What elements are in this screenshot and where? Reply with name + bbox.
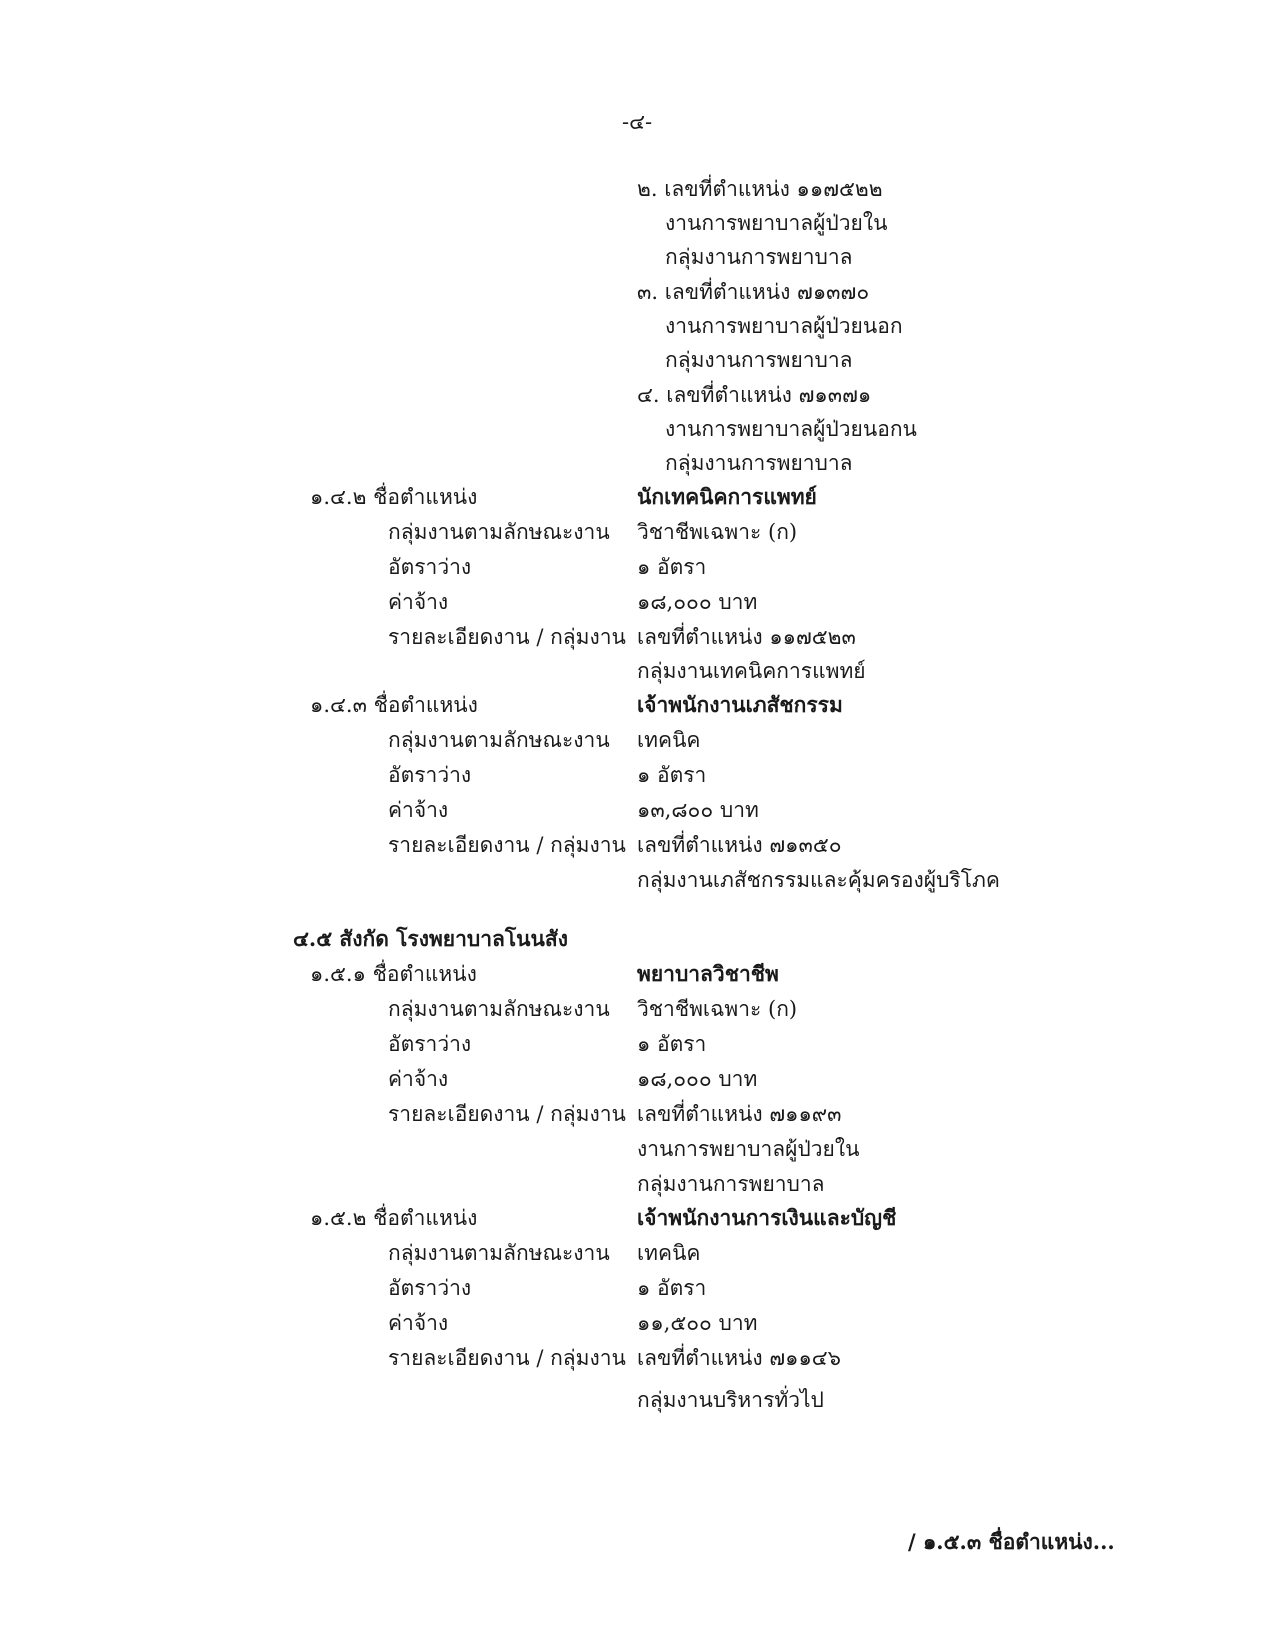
details-line: เลขที่ตำแหน่ง ๗๑๑๔๖ — [637, 1346, 842, 1370]
page-number: -๔- — [622, 110, 653, 134]
position-code-label: ๑.๔.๓ ชื่อตำแหน่ง — [310, 693, 478, 717]
wage-value: ๑๘,๐๐๐ บาท — [637, 590, 758, 614]
details-line: เลขที่ตำแหน่ง ๑๑๗๕๒๓ — [637, 625, 856, 649]
details-label: รายละเอียดงาน / กลุ่มงาน — [388, 625, 626, 649]
vacancy-value: ๑ อัตรา — [637, 763, 707, 787]
wage-value: ๑๘,๐๐๐ บาท — [637, 1067, 758, 1091]
position-code-label: ๑.๔.๒ ชื่อตำแหน่ง — [310, 485, 478, 509]
details-line: กลุ่มงานเภสัชกรรมและคุ้มครองผู้บริโภค — [637, 868, 1000, 892]
job-group-value: วิชาชีพเฉพาะ (ก) — [637, 997, 798, 1021]
list-item: ๔. เลขที่ตำแหน่ง ๗๑๓๗๑ — [637, 383, 872, 407]
details-label: รายละเอียดงาน / กลุ่มงาน — [388, 833, 626, 857]
position-code-label: ๑.๕.๑ ชื่อตำแหน่ง — [310, 962, 477, 986]
details-label: รายละเอียดงาน / กลุ่มงาน — [388, 1102, 626, 1126]
job-group-value: เทคนิค — [637, 1241, 701, 1265]
job-group-label: กลุ่มงานตามลักษณะงาน — [388, 728, 610, 752]
list-item-line: งานการพยาบาลผู้ป่วยนอก — [665, 314, 903, 338]
details-line: เลขที่ตำแหน่ง ๗๑๑๙๓ — [637, 1102, 842, 1126]
details-line: งานการพยาบาลผู้ป่วยใน — [637, 1137, 860, 1161]
position-title: เจ้าพนักงานการเงินและบัญชี — [637, 1205, 897, 1230]
wage-label: ค่าจ้าง — [388, 798, 449, 822]
vacancy-value: ๑ อัตรา — [637, 1276, 707, 1300]
list-item-line: กลุ่มงานการพยาบาล — [665, 348, 853, 372]
vacancy-value: ๑ อัตรา — [637, 1032, 707, 1056]
job-group-label: กลุ่มงานตามลักษณะงาน — [388, 997, 610, 1021]
details-line: เลขที่ตำแหน่ง ๗๑๓๕๐ — [637, 833, 842, 857]
vacancy-value: ๑ อัตรา — [637, 555, 707, 579]
section-heading: ๔.๕ สังกัด โรงพยาบาลโนนสัง — [293, 926, 568, 951]
wage-value: ๑๓,๘๐๐ บาท — [637, 798, 759, 822]
list-item: ๓. เลขที่ตำแหน่ง ๗๑๓๗๐ — [637, 280, 870, 304]
list-item: ๒. เลขที่ตำแหน่ง ๑๑๗๕๒๒ — [637, 177, 883, 201]
details-line: กลุ่มงานการพยาบาล — [637, 1172, 825, 1196]
position-title: พยาบาลวิชาชีพ — [637, 961, 779, 986]
vacancy-label: อัตราว่าง — [388, 1276, 472, 1300]
vacancy-label: อัตราว่าง — [388, 763, 472, 787]
list-item-line: กลุ่มงานการพยาบาล — [665, 451, 853, 475]
wage-value: ๑๑,๕๐๐ บาท — [637, 1311, 758, 1335]
position-code-label: ๑.๕.๒ ชื่อตำแหน่ง — [310, 1206, 478, 1230]
wage-label: ค่าจ้าง — [388, 590, 449, 614]
list-item-line: งานการพยาบาลผู้ป่วยใน — [665, 211, 888, 235]
job-group-label: กลุ่มงานตามลักษณะงาน — [388, 1241, 610, 1265]
job-group-value: เทคนิค — [637, 728, 701, 752]
list-item-line: กลุ่มงานการพยาบาล — [665, 245, 853, 269]
list-item-line: งานการพยาบาลผู้ป่วยนอกน — [665, 417, 917, 441]
vacancy-label: อัตราว่าง — [388, 1032, 472, 1056]
position-title: นักเทคนิคการแพทย์ — [637, 484, 817, 509]
details-label: รายละเอียดงาน / กลุ่มงาน — [388, 1346, 626, 1370]
position-title: เจ้าพนักงานเภสัชกรรม — [637, 692, 843, 717]
job-group-label: กลุ่มงานตามลักษณะงาน — [388, 520, 610, 544]
job-group-value: วิชาชีพเฉพาะ (ก) — [637, 520, 798, 544]
wage-label: ค่าจ้าง — [388, 1311, 449, 1335]
footer-next-page: / ๑.๕.๓ ชื่อตำแหน่ง... — [908, 1529, 1115, 1554]
wage-label: ค่าจ้าง — [388, 1067, 449, 1091]
vacancy-label: อัตราว่าง — [388, 555, 472, 579]
details-line: กลุ่มงานบริหารทั่วไป — [637, 1388, 824, 1412]
details-line: กลุ่มงานเทคนิคการแพทย์ — [637, 659, 866, 683]
